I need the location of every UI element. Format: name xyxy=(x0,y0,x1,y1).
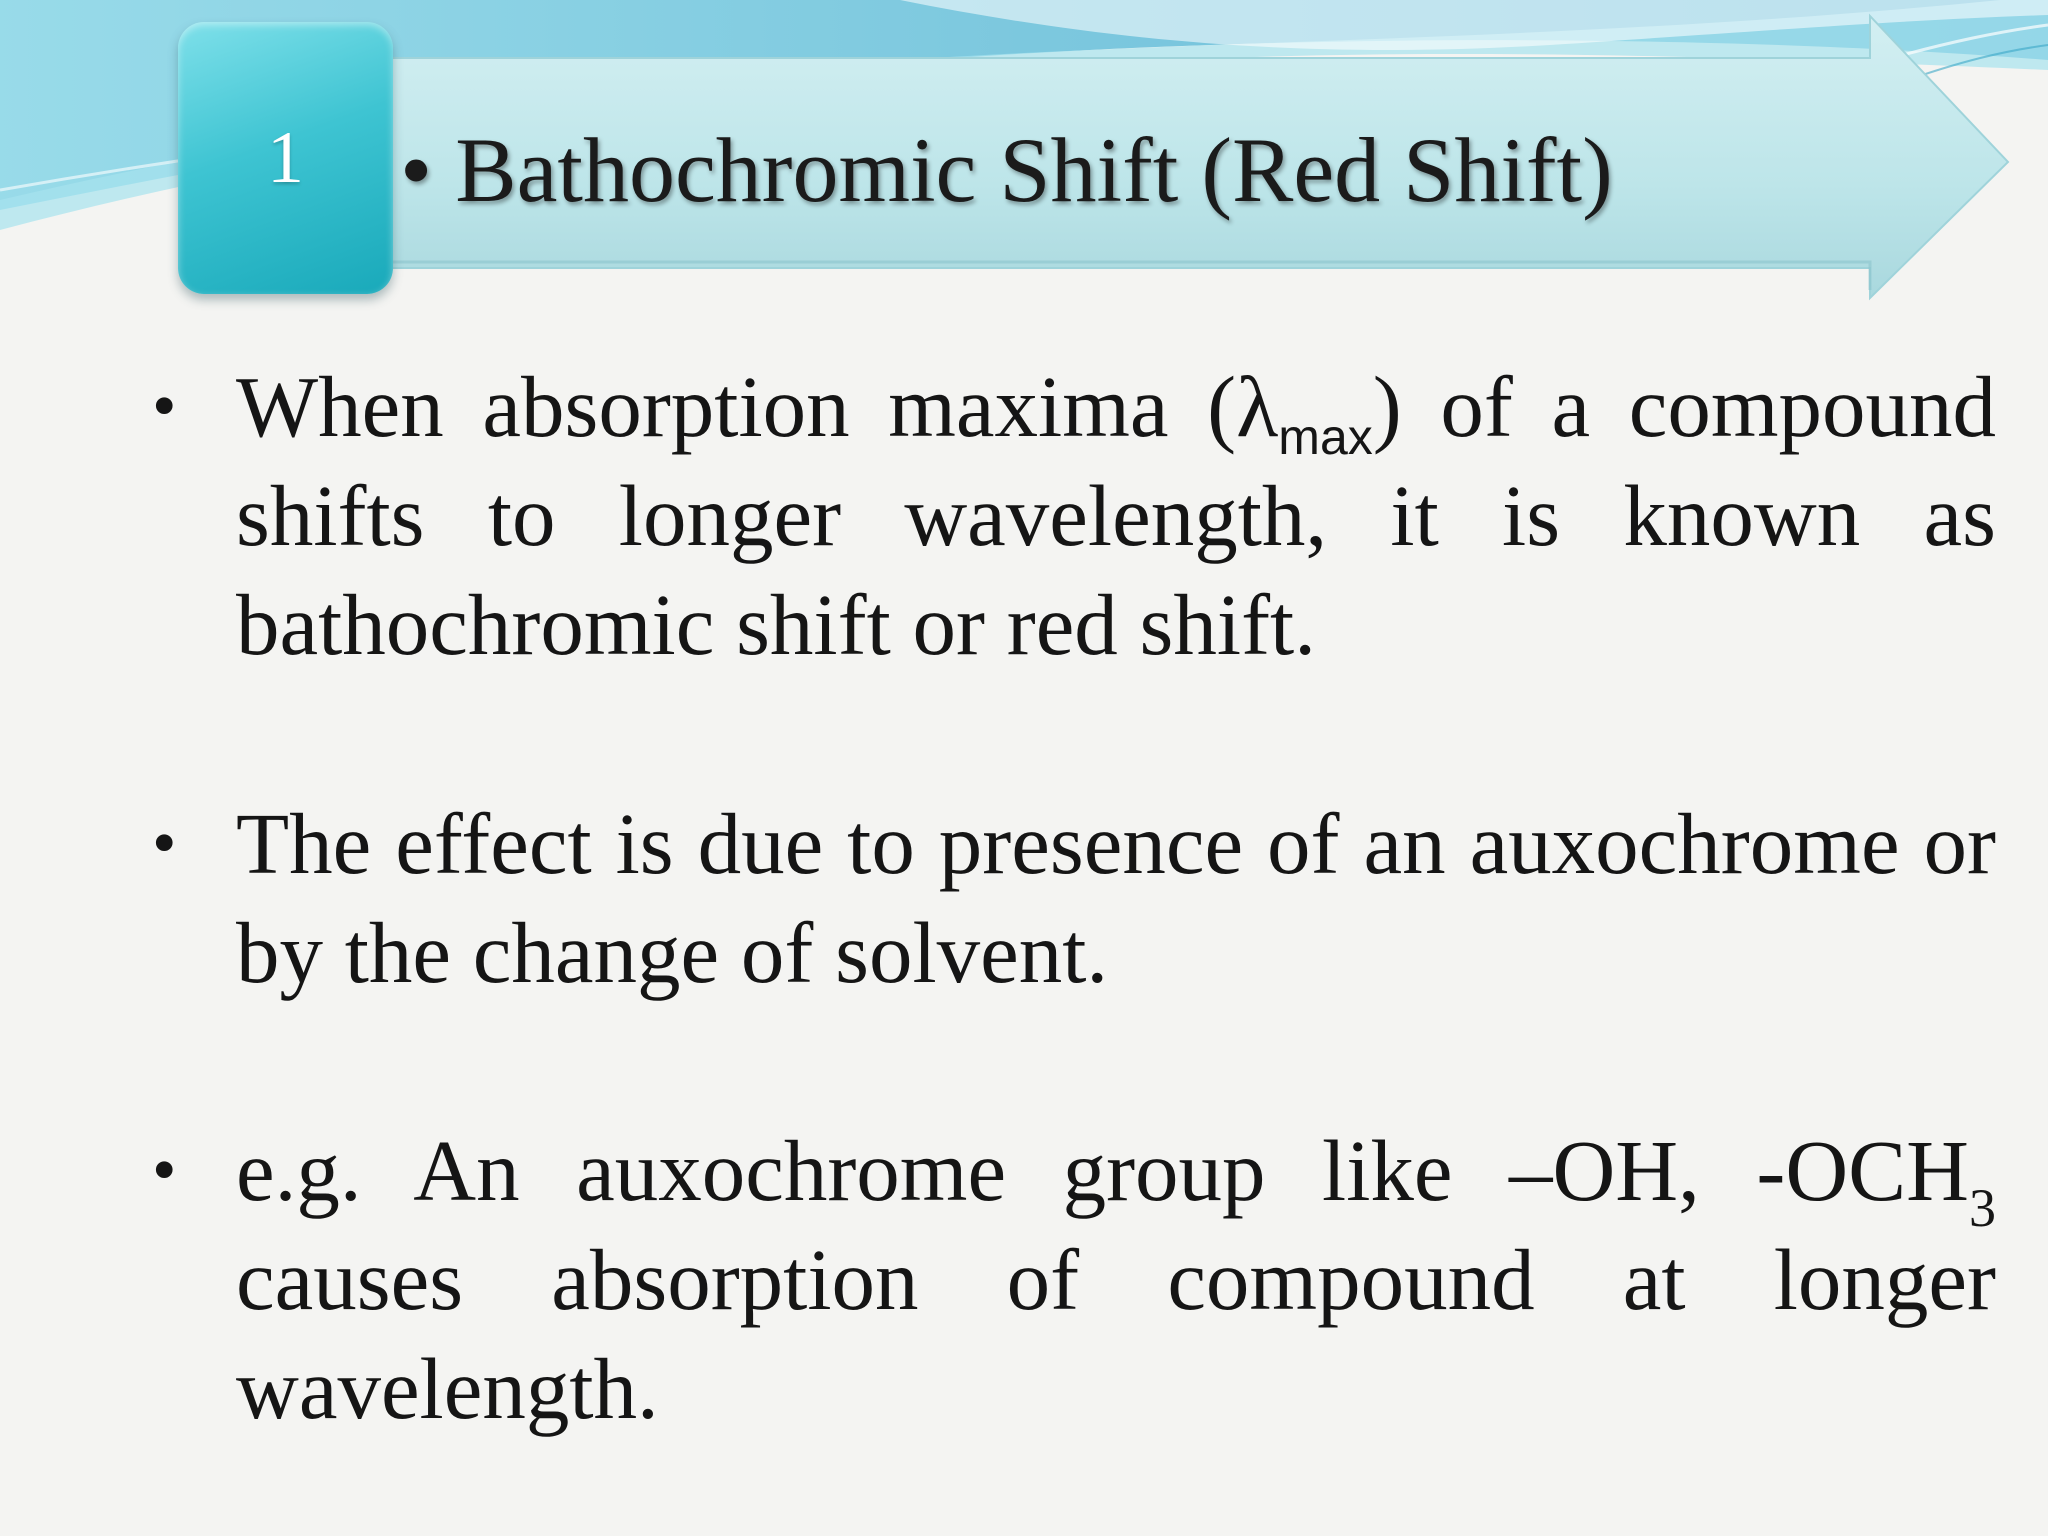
slide-number-badge xyxy=(178,22,393,294)
bullet-marker: • xyxy=(152,805,177,882)
slide-title: • Bathochromic Shift (Red Shift) xyxy=(400,119,1613,221)
bullet-text-end: ) of a compound shifts to longer wavelength, it is known as bathochromic shift or red shift. xyxy=(236,358,1996,673)
bullet-text: The effect is due to presence of an auxochrome or by the change of solvent. xyxy=(236,795,1996,1001)
och3-subscript: 3 xyxy=(1969,1178,1996,1238)
bullet-text-start: e.g. An auxochrome group like –OH, -OCH xyxy=(236,1122,1969,1219)
slide-number: 1 xyxy=(267,116,304,199)
bullet-item-effect xyxy=(150,789,1996,1007)
bullet-text-end: causes absorption of compound at longer wavelength. xyxy=(236,1231,1996,1437)
bullet-text-start: When absorption maxima (λ xyxy=(236,358,1279,455)
bullet-list xyxy=(150,352,1996,1443)
lambda-subscript: max xyxy=(1278,409,1373,465)
bullet-item-absorption-maxima xyxy=(150,352,1996,679)
bullet-marker: • xyxy=(152,368,177,445)
bullet-marker: • xyxy=(152,1132,177,1209)
bullet-item-example xyxy=(150,1116,1996,1443)
